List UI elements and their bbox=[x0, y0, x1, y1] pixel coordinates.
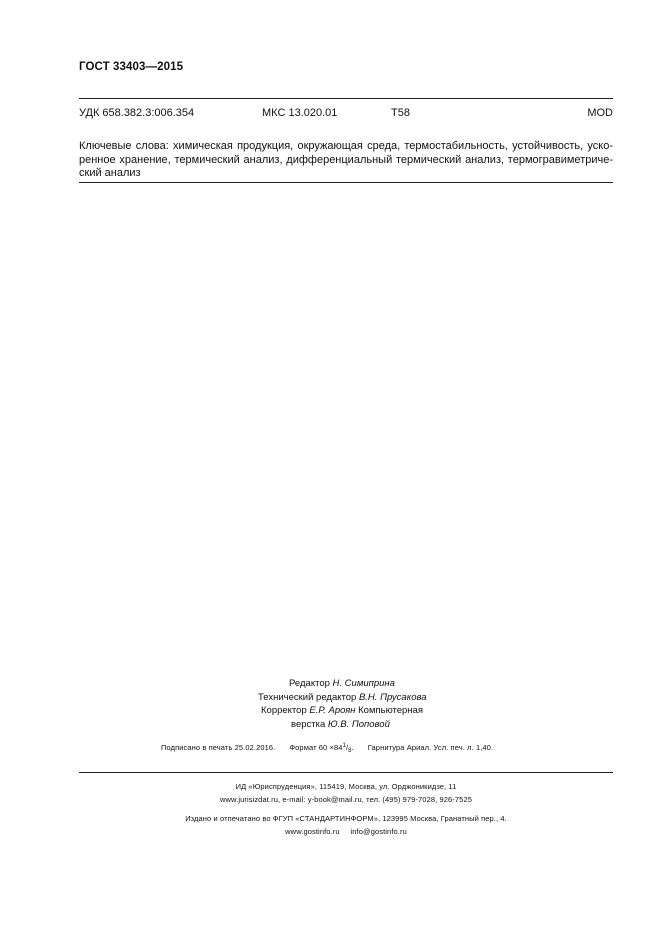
editor-name: Н. Симиприна bbox=[332, 678, 395, 689]
printer-block bbox=[79, 813, 613, 838]
layout-label: Компьютерная bbox=[358, 705, 423, 716]
printer-address: Издано и отпечатано во ФГУП «СТАНДАРТИНФОРМ», 123995 Москва, Гранатный пер., 4. bbox=[185, 814, 507, 823]
udk-code: УДК 658.382.3:006.354 bbox=[79, 107, 195, 119]
publisher-address: ИД «Юриспруденция», 115419, Москва, ул. Орджоникидзе, 11 bbox=[235, 782, 457, 791]
standard-code: ГОСТ 33403—2015 bbox=[79, 61, 184, 73]
printer-contacts: www.gostinfo.ru info@gostinfo.ru bbox=[285, 826, 407, 836]
corrector-label: Корректор bbox=[261, 705, 307, 716]
print-info-line bbox=[161, 743, 493, 754]
keywords-line: ский анализ bbox=[79, 167, 141, 179]
keywords-divider bbox=[79, 182, 613, 183]
layout-line bbox=[240, 718, 460, 732]
t-code: Т58 bbox=[391, 107, 410, 119]
typeface-info: Гарнитура Ариал. Усл. печ. л. 1,40. bbox=[367, 743, 494, 752]
mod-code: MOD bbox=[587, 107, 613, 119]
layout-label: верстка bbox=[291, 718, 326, 730]
top-divider bbox=[79, 98, 613, 99]
format-slash: / bbox=[345, 743, 349, 752]
corrector-line bbox=[240, 704, 460, 718]
format-sup: 1 bbox=[342, 743, 346, 749]
tech-editor-label: Технический редактор bbox=[258, 691, 357, 703]
format-sub: 8 bbox=[348, 748, 352, 754]
tech-editor-name: В.Н. Прусакова bbox=[358, 691, 427, 703]
editor-label: Редактор bbox=[289, 678, 330, 689]
keywords-line: Ключевые слова: химическая продукция, окружающая среда, термостабильность, устойчивость, уско- bbox=[79, 140, 613, 152]
publisher-contacts: www.jurisizdat.ru, e-mail: y-book@mail.ru, тел. (495) 979-7028, 926-7525 bbox=[220, 794, 472, 804]
publisher-block bbox=[79, 781, 613, 806]
layout-name: Ю.В. Поповой bbox=[327, 718, 390, 730]
keywords-paragraph bbox=[79, 140, 613, 181]
format-prefix: Формат 60 ×84 bbox=[289, 743, 343, 752]
classification-row bbox=[79, 107, 613, 121]
keywords-line: ренное хранение, термический анализ, дифференциальный термический анализ, термогравиметриче- bbox=[79, 153, 613, 166]
corrector-name: Е.Р. Ароян bbox=[309, 705, 356, 716]
tech-editor-line bbox=[240, 691, 460, 705]
footer-divider bbox=[79, 772, 613, 773]
mks-code: МКС 13.020.01 bbox=[262, 107, 338, 119]
editor-line bbox=[240, 677, 460, 691]
credits-block bbox=[240, 677, 460, 731]
format-end: . bbox=[351, 743, 354, 752]
signed-date: Подписано в печать 25.02.2016. bbox=[161, 743, 276, 752]
